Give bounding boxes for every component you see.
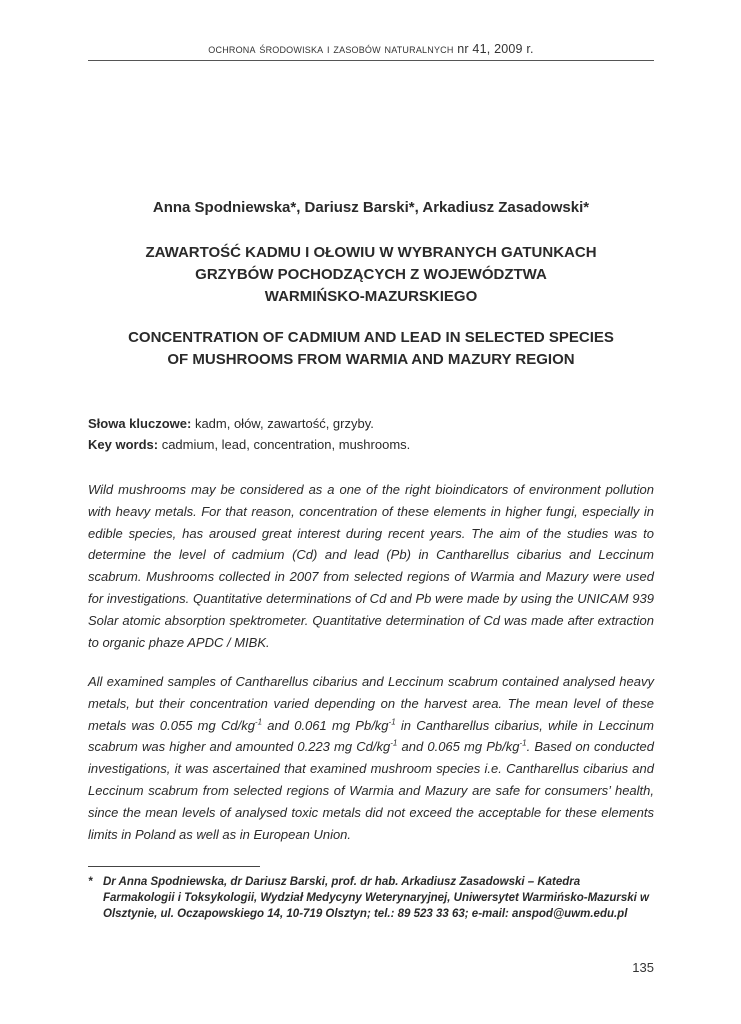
header-rule [88, 60, 654, 61]
abstract-paragraph-1: Wild mushrooms may be considered as a one of the right bioindicators of environment pollution with heavy metals. For that reason, concentration of these elements in higher fungi, especially in edible species, has aroused great interest during recent years. The aim of the studies was to determine the level of cadmium (Cd) and lead (Pb) in Cantharellus cibarius and Leccinum scabrum. Mushrooms collected in 2007 from selected regions of Warmia and Mazury were used for investigations. Quantitative determinations of Cd and Pb were made by using the UNICAM 939 Solar atomic absorption spektrometer. Quantitative determination of Cd was made after extraction to organic phaze APDC / MIBK. [88, 482, 654, 650]
abstract-p2-part-e: . Based on conducted investigations, it was ascertained that examined mushroom species i.e. Cantharellus cibarius and Leccinum scabrum from selected regions of Warmia and Mazury are safe for consumers’ health, since the mean levels of analysed toxic metals did not exceed the acceptable for these elements limits in Poland as well as in European Union. [88, 739, 655, 842]
title-polish [88, 242, 654, 308]
title-english-line-2: OF MUSHROOMS FROM WARMIA AND MAZURY REGION [167, 351, 575, 368]
superscript: -1 [390, 739, 398, 749]
title-english-line-1: CONCENTRATION OF CADMIUM AND LEAD IN SELECTED SPECIES [128, 329, 614, 346]
issue-number: nr 41, 2009 r. [457, 42, 534, 56]
abstract-paragraph-2 [88, 671, 654, 845]
abstract-p2-part-b: and 0.061 mg Pb/kg [262, 717, 389, 733]
footnote-marker: * [88, 876, 93, 888]
superscript: -1 [388, 717, 396, 727]
superscript: -1 [254, 717, 263, 727]
abstract-p2-part-d: and 0.065 mg Pb/kg [397, 739, 520, 755]
keywords-polish-text: kadm, ołów, zawartość, grzyby. [194, 416, 374, 431]
footnote-rule [88, 866, 260, 867]
title-polish-line-1: ZAWARTOŚĆ KADMU I OŁOWIU W WYBRANYCH GATUNKACH [145, 244, 597, 261]
keywords-english-label: Key words: [88, 437, 159, 452]
keywords-english-text: cadmium, lead, concentration, mushrooms. [161, 437, 411, 452]
footnote [88, 874, 654, 922]
superscript: -1 [519, 739, 527, 749]
title-english [88, 327, 654, 371]
keywords-polish-label: Słowa kluczowe: [88, 416, 192, 431]
running-header [88, 42, 654, 56]
keywords-english [88, 435, 654, 455]
abstract-p2-part-a: All examined samples of Cantharellus cibarius and Leccinum scabrum contained analysed heavy metals, but their concentration varied depending on the harvest area. The mean level of these metals was 0.055 mg Cd/kg [88, 674, 654, 733]
keywords-polish [88, 414, 654, 434]
abstract-p2-part-c: in Cantharellus cibarius, while in Leccinum scabrum was higher and amounted 0.223 mg Cd/kg [88, 717, 654, 755]
authors: Anna Spodniewska*, Dariusz Barski*, Arkadiusz Zasadowski* [152, 199, 590, 216]
page-number: 135 [632, 960, 654, 975]
footnote-text: Dr Anna Spodniewska, dr Dariusz Barski, prof. dr hab. Arkadiusz Zasadowski – Katedra Farmakologii i Toksykologii, Wydział Medycyny Weterynaryjnej, Uniwersytet Warmińsko-Mazurski w Olsztynie, ul. Oczapowskiego 14, 10-719 Olsztyn; tel.: 89 523 33 63; e-mail: anspod@uwm.edu.pl [103, 876, 649, 920]
title-polish-line-3: WARMIŃSKO-MAZURSKIEGO [264, 288, 478, 305]
title-polish-line-2: GRZYBÓW POCHODZĄCYCH Z WOJEWÓDZTWA [195, 266, 547, 283]
journal-title: ochrona środowiska i zasobów naturalnych [208, 42, 454, 56]
